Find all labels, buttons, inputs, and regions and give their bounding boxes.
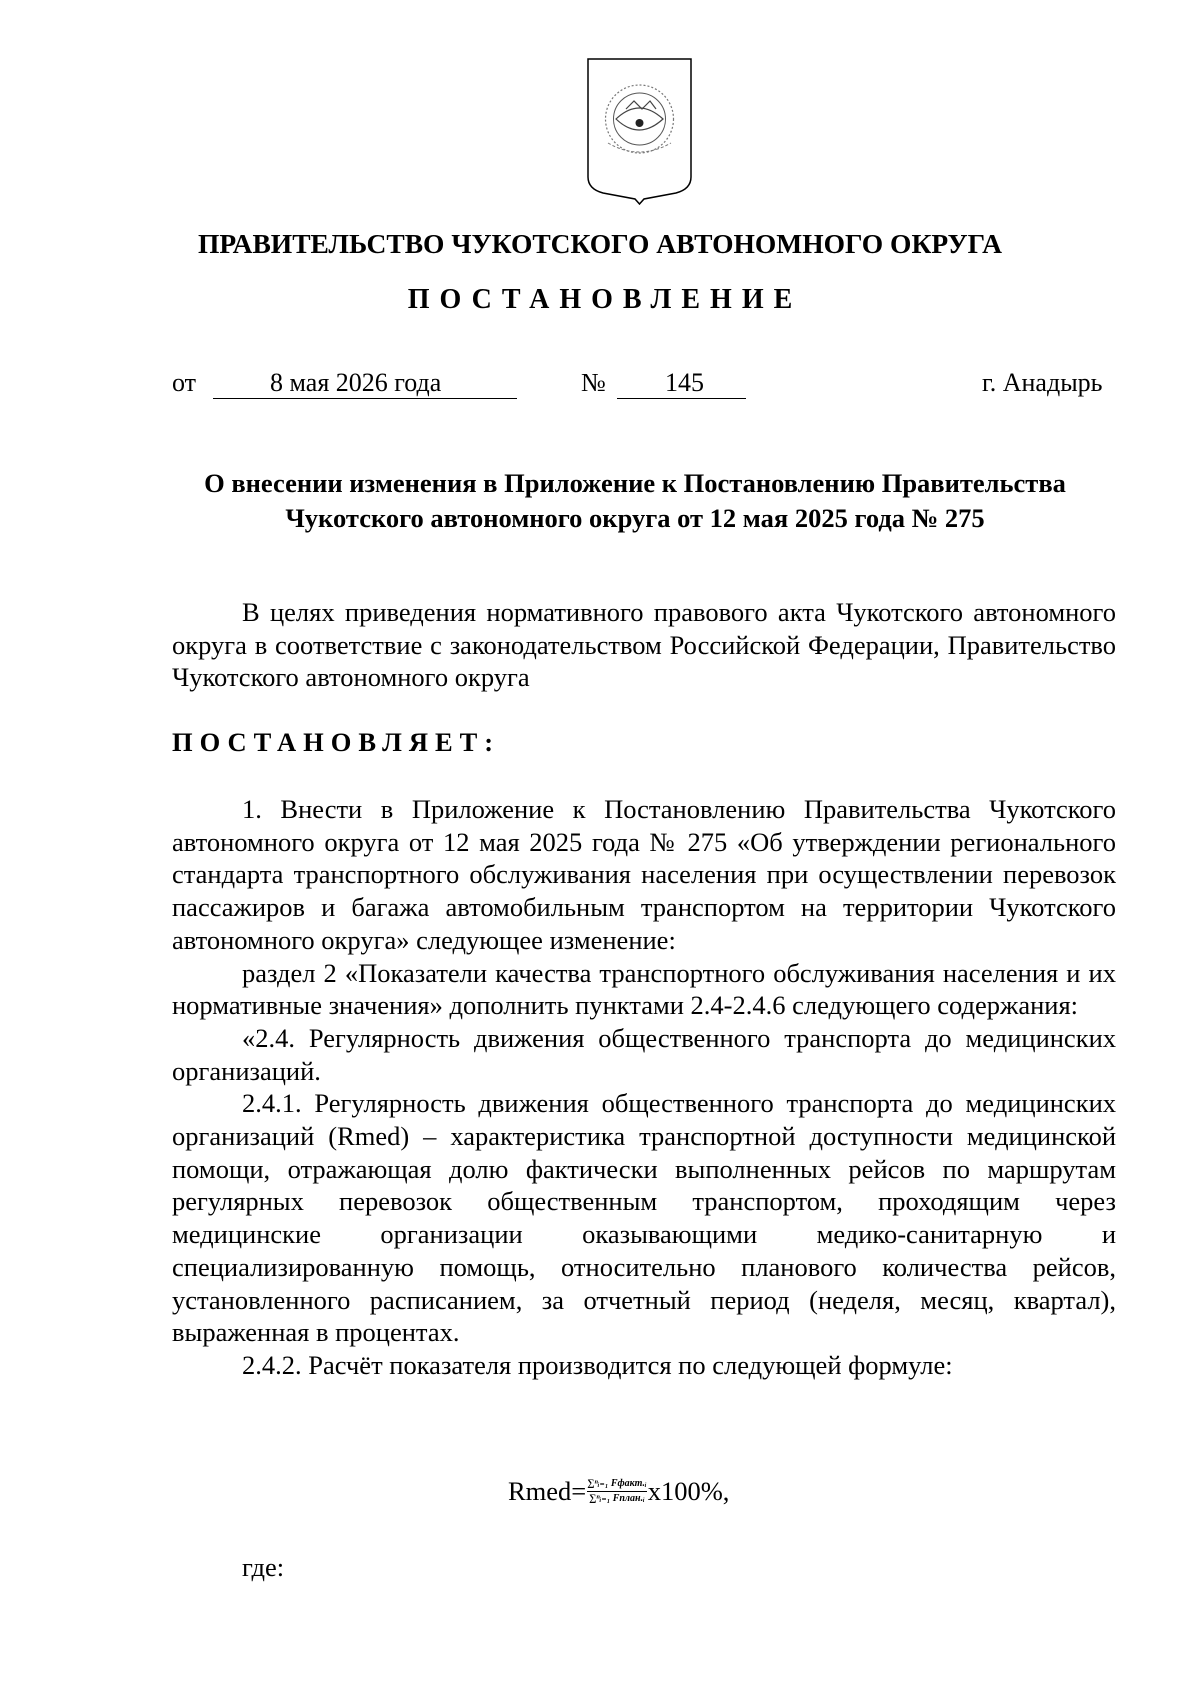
- document-title: [170, 466, 1100, 536]
- item-paragraph-4: 2.4.1. Регулярность движения общественного транспорта до медицинских организаций (Rmed) – характеристика транспортной доступности медицинской помощи, отражающая долю фактически выполненных рейсов по маршрутам регулярных перевозок общественным транспортом, проходящим через медицинские организации оказывающими медико-санитарную и специализированную помощь, относительно планового количества рейсов, установленного расписанием, за отчетный период (неделя, месяц, квартал), выраженная в процентах.: [172, 1088, 1116, 1348]
- formula-denominator: ∑ⁿᵢ₌₁ Fплан.ᵢ: [589, 1493, 645, 1504]
- document-date: 8 мая 2026 года: [270, 368, 442, 397]
- resolves-heading: ПОСТАНОВЛЯЕТ:: [172, 727, 501, 757]
- number-prefix: №: [581, 368, 606, 397]
- preamble-block: [172, 596, 1116, 694]
- title-line-1: О внесении изменения в Приложение к Постановлению Правительства: [204, 468, 1066, 498]
- document-type: ПОСТАНОВЛЕНИЕ: [407, 284, 803, 315]
- fraction-bar: [587, 1491, 646, 1492]
- document-number: 145: [665, 368, 704, 397]
- item-paragraph-2: раздел 2 «Показатели качества транспортного обслуживания населения и их нормативные значения» дополнить пунктами 2.4-2.4.6 следующего содержания:: [172, 957, 1116, 1021]
- item-paragraph-1: 1. Внести в Приложение к Постановлению Правительства Чукотского автономного округа от 12 мая 2025 года № 275 «Об утверждении регионального стандарта транспортного обслуживания населения при осуществлении перевозок пассажиров и багажа автомобильным транспортом на территории Чукотского автономного округа» следующее изменение:: [172, 794, 1116, 955]
- item-paragraph-3: «2.4. Регулярность движения общественного транспорта до медицинских организаций.: [172, 1022, 1116, 1086]
- coat-of-arms-emblem: [586, 57, 693, 205]
- where-label: где:: [242, 1552, 285, 1582]
- rmed-formula: [508, 1476, 729, 1507]
- formula-rhs: x100%,: [647, 1476, 730, 1506]
- title-line-2: Чукотского автономного округа от 12 мая 2025 года № 275: [285, 503, 985, 533]
- formula-numerator: ∑ⁿᵢ₌₁ Fфакт.ᵢ: [587, 1478, 647, 1489]
- resolution-items: [172, 793, 1116, 1382]
- date-prefix: от: [172, 368, 197, 397]
- formula-fraction: [587, 1478, 646, 1505]
- document-place: г. Анадырь: [982, 368, 1103, 397]
- preamble-paragraph: В целях приведения нормативного правового акта Чукотского автономного округа в соответствие с законодательством Российской Федерации, Правительство Чукотского автономного округа: [172, 597, 1116, 693]
- date-underline: [213, 398, 517, 399]
- item-paragraph-5: 2.4.2. Расчёт показателя производится по следующей формуле:: [242, 1349, 953, 1380]
- formula-lhs: Rmed=: [508, 1476, 587, 1506]
- number-underline: [617, 398, 746, 399]
- organization-name: ПРАВИТЕЛЬСТВО ЧУКОТСКОГО АВТОНОМНОГО ОКРУГА: [197, 228, 1003, 259]
